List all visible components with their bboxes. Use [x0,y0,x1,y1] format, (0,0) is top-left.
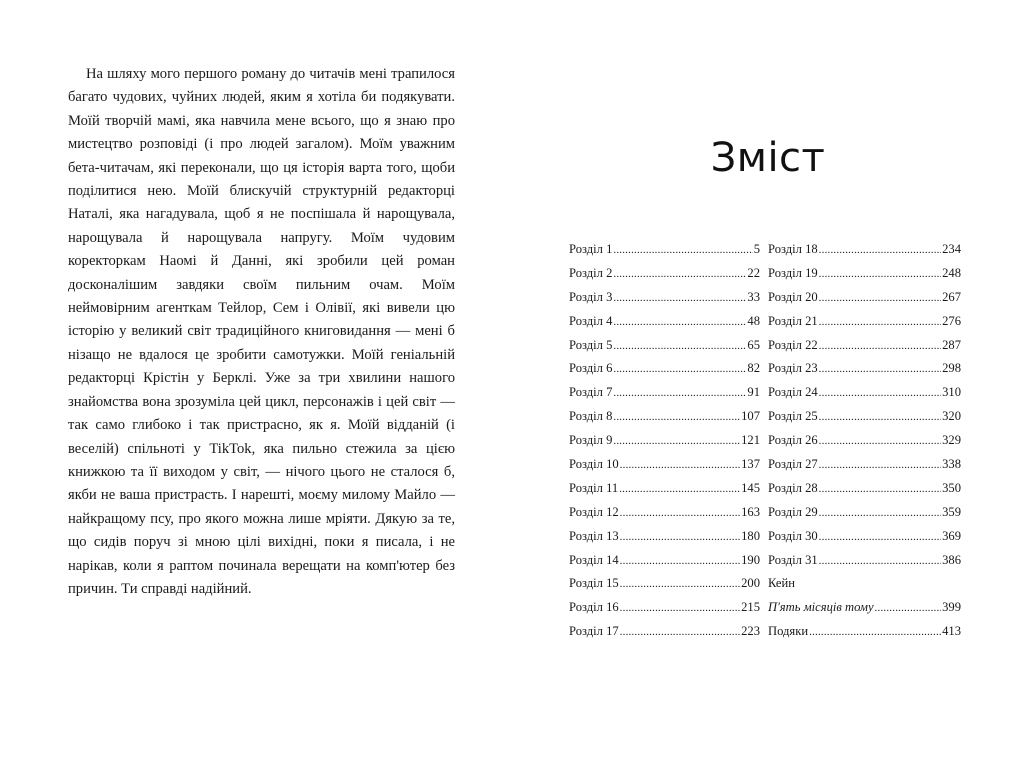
toc-entry-page: 248 [942,265,961,280]
toc-right-column [768,238,961,644]
toc-entry-page: 33 [747,289,760,304]
toc-leader-dots [620,550,740,574]
toc-entry [768,429,961,453]
toc-leader-dots [819,550,941,574]
toc-leader-dots [620,526,740,550]
toc-entry-label: П'ять місяців тому [768,600,874,615]
toc-entry [768,357,961,381]
toc-entry-label: Розділ 2 [569,265,613,280]
toc-entry [768,549,961,573]
toc-entry-label: Розділ 12 [569,504,619,519]
toc-leader-dots [613,335,746,359]
toc-entry [768,501,961,525]
toc-entry [768,381,961,405]
toc-entry-page: 5 [753,242,760,256]
toc-entry-label: Розділ 25 [768,409,818,424]
toc-leader-dots [819,287,941,311]
toc-entry-page: 320 [942,409,961,424]
toc-entry [569,596,760,620]
toc-left-column [569,238,760,644]
toc-entry [768,596,961,620]
toc-entry [768,477,961,501]
toc-entry-page: 234 [942,242,961,256]
toc-entry [569,310,760,334]
toc-entry [569,405,760,429]
toc-entry-page: 65 [747,337,760,352]
toc-entry [768,453,961,477]
toc-leader-dots [613,382,746,406]
toc-entry [569,501,760,525]
toc-entry [569,429,760,453]
toc-entry [768,262,961,286]
toc-entry-label: Розділ 9 [569,433,613,448]
toc-leader-dots [819,263,941,287]
toc-leader-dots [620,597,740,621]
toc-entry-page: 267 [942,289,961,304]
toc-entry [768,572,961,596]
toc-entry [768,286,961,310]
toc-entry [569,238,760,262]
toc-entry-page: 107 [741,409,760,424]
toc-entry-label: Розділ 7 [569,385,613,400]
toc-leader-dots [819,526,941,550]
toc-leader-dots [819,335,941,359]
toc-leader-dots [619,478,740,502]
toc-entry-label: Розділ 23 [768,361,818,376]
toc-entry-page: 82 [747,361,760,376]
toc-entry [768,620,961,644]
toc-entry-page: 223 [741,624,760,639]
toc-leader-dots [875,597,942,621]
toc-entry-page: 359 [942,504,961,519]
right-page [512,0,1024,767]
acknowledgements-paragraph: На шляху мого першого роману до читачів мені трапилося багато чудових, чуйних людей, яким я хотіла би подякувати. Моїй творчій мамі, яка навчила мене всього, що я знаю про мистецтво розповіді (і про людей загалом). Моїм уважним бета-читачам, які переконали, що ця історія варта того, щоби поділитися нею. Моїй блискучій структурній редакторці Наталі, яка нагадувала, щоб я не поспішала й нарощувала, нарощувала й нарощувала напругу. Моїм чудовим коректоркам Наомі й Данні, які зробили цей роман досконалішим завдяки своїм пильним очам. Моїм неймовірним агенткам Тейлор, Сем і Олівії, які вивели цю історію у великий світ традиційного книговидання — мені б нізащо не вдалося це зробити самотужки. Моїй геніальній редакторці Крістін у Берклі. Уже за три хвилини нашого знайомства вона зрозуміла цей цикл, персонажів і цей світ — так само глибоко і так пристрасно, як я. Моїй відданій (і веселій) спільноті у TikTok, яка пильно стежила за цією книжкою та її виходом у світ, — нічого цього не сталося б, якби не ваша пристрасть. І нарешті, моєму милому Майло — найкращому псу, про якого можна лише мріяти. Дякую за те, що сидів поруч зі мною цілі вихідні, поки я писала, і не нарікав, коли я раптом починала верещати на комп'ютер без причин. Ти справді надійний. [68,66,455,597]
toc-leader-dots [819,430,941,454]
toc-entry-page: 338 [942,457,961,472]
toc-entry-label: Розділ 13 [569,528,619,543]
toc-entry-label: Розділ 18 [768,242,818,256]
toc-leader-dots [620,621,740,645]
toc-entry-label: Розділ 15 [569,576,619,591]
toc-entry-label: Розділ 11 [569,480,619,495]
toc-leader-dots [819,382,941,406]
toc-entry-label: Розділ 10 [569,457,619,472]
toc-leader-dots [613,406,740,430]
toc-entry [569,262,760,286]
toc-entry [569,477,760,501]
toc-leader-dots [613,263,746,287]
toc-entry-label: Розділ 5 [569,337,613,352]
toc-entry-page: 413 [942,624,961,639]
toc-entry-page: 91 [747,385,760,400]
toc-entry [569,357,760,381]
toc-entry [569,572,760,596]
toc-entry [768,525,961,549]
toc-leader-dots [613,311,746,335]
toc-leader-dots [809,621,941,645]
toc-title: Зміст [710,135,826,181]
toc-entry [569,453,760,477]
toc-entry-label: Кейн [768,576,795,591]
toc-entry-label: Розділ 1 [569,242,613,256]
toc-entry [768,238,961,262]
toc-entry [569,525,760,549]
toc-entry-label: Розділ 24 [768,385,818,400]
toc-entry-label: Розділ 21 [768,313,818,328]
toc-leader-dots [819,454,941,478]
toc-entry-page: 121 [741,433,760,448]
toc-leader-dots [620,573,740,597]
toc-entry-label: Розділ 19 [768,265,818,280]
toc-entry-label: Розділ 28 [768,480,818,495]
toc-leader-dots [613,358,746,382]
toc-entry-page: 163 [741,504,760,519]
toc-entry [569,334,760,358]
toc-leader-dots [620,502,740,526]
toc-entry-page: 386 [942,552,961,567]
toc-entry-page: 350 [942,480,961,495]
toc-leader-dots [819,239,941,263]
toc-entry [768,334,961,358]
toc-entry-page: 215 [741,600,760,615]
toc-entry-label: Розділ 4 [569,313,613,328]
toc-entry-label: Подяки [768,624,809,639]
toc-entry-label: Розділ 29 [768,504,818,519]
acknowledgements-text [68,63,455,601]
toc-entry-page: 48 [747,313,760,328]
toc-entry [569,286,760,310]
toc-entry-label: Розділ 31 [768,552,818,567]
toc-entry-label: Розділ 6 [569,361,613,376]
toc-entry-label: Розділ 14 [569,552,619,567]
toc-entry-label: Розділ 26 [768,433,818,448]
toc-entry-label: Розділ 22 [768,337,818,352]
toc-entry [768,405,961,429]
toc-entry-page: 190 [741,552,760,567]
toc-entry-label: Розділ 17 [569,624,619,639]
toc-entry-page: 369 [942,528,961,543]
toc-leader-dots [819,311,941,335]
toc-entry-page: 276 [942,313,961,328]
toc-entry-label: Розділ 16 [569,600,619,615]
toc-leader-dots [613,239,752,263]
toc-entry-label: Розділ 3 [569,289,613,304]
toc-entry-label: Розділ 27 [768,457,818,472]
toc-entry-page: 145 [741,480,760,495]
toc-entry-page: 287 [942,337,961,352]
toc-entry [569,620,760,644]
toc-entry-label: Розділ 30 [768,528,818,543]
toc-leader-dots [613,430,740,454]
toc-entry-label: Розділ 20 [768,289,818,304]
toc-entry-label: Розділ 8 [569,409,613,424]
toc-leader-dots [620,454,740,478]
toc-entry [569,381,760,405]
toc-leader-dots [819,502,941,526]
toc-entry-page: 310 [942,385,961,400]
toc-leader-dots [819,478,941,502]
toc-entry-page: 180 [741,528,760,543]
toc-entry-page: 399 [942,600,961,615]
toc-entry [768,310,961,334]
toc-entry-page: 22 [747,265,760,280]
toc-entry-page: 137 [741,457,760,472]
toc-entry-page: 329 [942,433,961,448]
toc-leader-dots [819,358,941,382]
toc-leader-dots [819,406,941,430]
toc-entry-page: 298 [942,361,961,376]
toc-entry [569,549,760,573]
toc-entry-page: 200 [741,576,760,591]
toc-leader-dots [613,287,746,311]
